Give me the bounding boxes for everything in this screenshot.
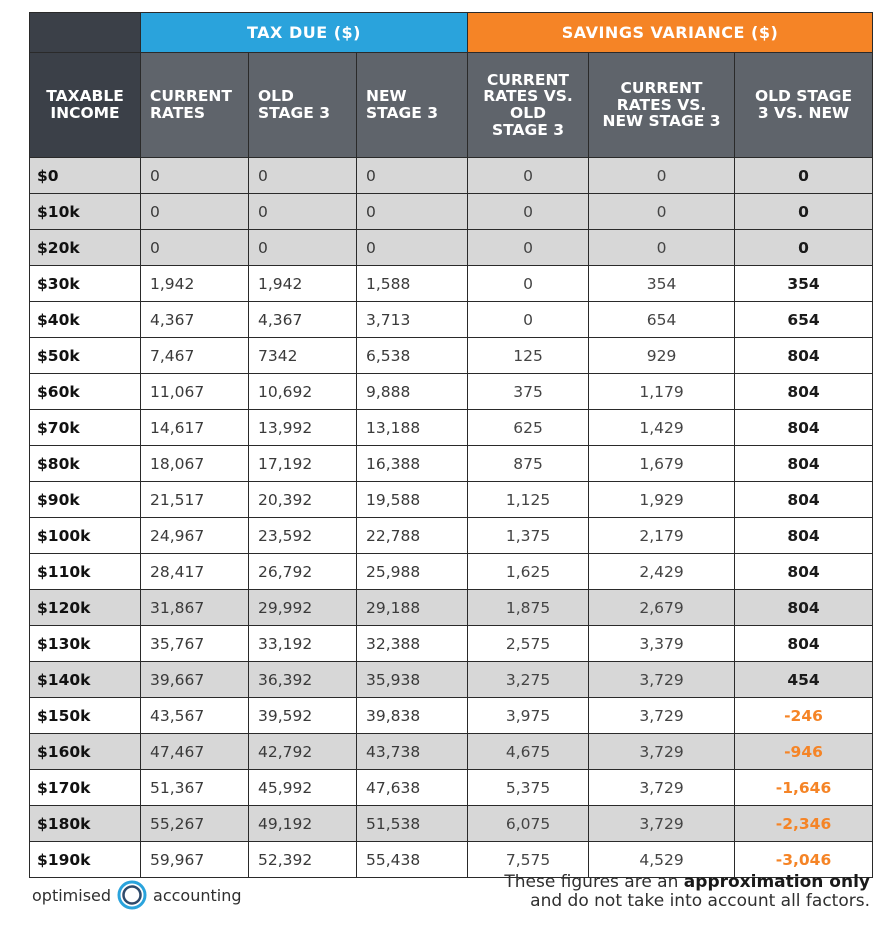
- table-row: [30, 554, 873, 590]
- cell-old-stage3: 7342: [249, 338, 357, 374]
- cell-old-stage3: 17,192: [249, 446, 357, 482]
- logo-word-right: accounting: [153, 885, 242, 905]
- table-row: [30, 410, 873, 446]
- cell-current-rates: 24,967: [141, 518, 249, 554]
- cell-old-stage3: 42,792: [249, 734, 357, 770]
- cell-income: $40k: [30, 302, 141, 338]
- table-row: [30, 158, 873, 194]
- cell-current-vs-old: 625: [468, 410, 589, 446]
- cell-current-vs-new: 1,929: [589, 482, 735, 518]
- cell-current-vs-new: 3,729: [589, 806, 735, 842]
- cell-current-vs-new: 2,679: [589, 590, 735, 626]
- cell-current-vs-new: 3,729: [589, 698, 735, 734]
- cell-current-vs-new: 654: [589, 302, 735, 338]
- col-header-taxable-income: TAXABLE INCOME: [30, 53, 141, 158]
- table-row: [30, 266, 873, 302]
- cell-current-vs-new: 1,179: [589, 374, 735, 410]
- cell-old-vs-new: 804: [735, 482, 873, 518]
- cell-income: $80k: [30, 446, 141, 482]
- cell-new-stage3: 39,838: [357, 698, 468, 734]
- cell-current-rates: 4,367: [141, 302, 249, 338]
- cell-income: $180k: [30, 806, 141, 842]
- cell-new-stage3: 29,188: [357, 590, 468, 626]
- col-header-old-vs-new: OLD STAGE 3 VS. NEW: [735, 53, 873, 158]
- cell-new-stage3: 16,388: [357, 446, 468, 482]
- cell-old-vs-new: 804: [735, 554, 873, 590]
- table-row: [30, 374, 873, 410]
- cell-current-rates: 0: [141, 194, 249, 230]
- cell-current-vs-new: 0: [589, 230, 735, 266]
- table-body: [30, 158, 873, 878]
- cell-current-rates: 1,942: [141, 266, 249, 302]
- table-row: [30, 302, 873, 338]
- cell-current-rates: 18,067: [141, 446, 249, 482]
- cell-new-stage3: 0: [357, 194, 468, 230]
- cell-current-vs-old: 375: [468, 374, 589, 410]
- cell-income: $0: [30, 158, 141, 194]
- col-header-current-rates: CURRENT RATES: [141, 53, 249, 158]
- cell-current-vs-old: 6,075: [468, 806, 589, 842]
- cell-old-stage3: 20,392: [249, 482, 357, 518]
- disclaimer-emphasis: approximation only: [683, 872, 870, 892]
- cell-current-vs-old: 5,375: [468, 770, 589, 806]
- cell-current-vs-old: 7,575: [468, 842, 589, 878]
- cell-new-stage3: 1,588: [357, 266, 468, 302]
- savings-variance-group-header: SAVINGS VARIANCE ($): [468, 13, 873, 53]
- cell-current-rates: 7,467: [141, 338, 249, 374]
- cell-current-vs-new: 3,729: [589, 734, 735, 770]
- cell-new-stage3: 6,538: [357, 338, 468, 374]
- cell-old-stage3: 1,942: [249, 266, 357, 302]
- cell-current-rates: 0: [141, 230, 249, 266]
- cell-old-vs-new: -946: [735, 734, 873, 770]
- cell-income: $100k: [30, 518, 141, 554]
- cell-current-vs-old: 0: [468, 194, 589, 230]
- cell-current-vs-new: 1,429: [589, 410, 735, 446]
- cell-old-vs-new: 804: [735, 338, 873, 374]
- cell-current-rates: 39,667: [141, 662, 249, 698]
- cell-new-stage3: 25,988: [357, 554, 468, 590]
- cell-current-vs-new: 0: [589, 194, 735, 230]
- cell-income: $110k: [30, 554, 141, 590]
- cell-income: $20k: [30, 230, 141, 266]
- cell-new-stage3: 19,588: [357, 482, 468, 518]
- cell-current-vs-new: 1,679: [589, 446, 735, 482]
- cell-income: $50k: [30, 338, 141, 374]
- table-row: [30, 626, 873, 662]
- cell-current-vs-new: 4,529: [589, 842, 735, 878]
- cell-old-stage3: 23,592: [249, 518, 357, 554]
- cell-current-rates: 28,417: [141, 554, 249, 590]
- cell-income: $150k: [30, 698, 141, 734]
- ring-logo-icon: [117, 880, 147, 910]
- cell-income: $140k: [30, 662, 141, 698]
- company-logo: [32, 877, 242, 913]
- cell-income: $70k: [30, 410, 141, 446]
- cell-new-stage3: 55,438: [357, 842, 468, 878]
- group-header-row: [30, 13, 873, 53]
- cell-old-stage3: 0: [249, 158, 357, 194]
- cell-new-stage3: 0: [357, 158, 468, 194]
- cell-old-vs-new: -2,346: [735, 806, 873, 842]
- cell-current-vs-new: 3,379: [589, 626, 735, 662]
- cell-current-rates: 59,967: [141, 842, 249, 878]
- cell-new-stage3: 32,388: [357, 626, 468, 662]
- col-header-current-vs-old: CURRENT RATES VS. OLD STAGE 3: [468, 53, 589, 158]
- cell-income: $30k: [30, 266, 141, 302]
- cell-current-rates: 0: [141, 158, 249, 194]
- cell-new-stage3: 43,738: [357, 734, 468, 770]
- cell-old-stage3: 49,192: [249, 806, 357, 842]
- cell-new-stage3: 47,638: [357, 770, 468, 806]
- cell-old-stage3: 33,192: [249, 626, 357, 662]
- cell-new-stage3: 51,538: [357, 806, 468, 842]
- cell-new-stage3: 9,888: [357, 374, 468, 410]
- cell-current-vs-old: 1,375: [468, 518, 589, 554]
- cell-income: $160k: [30, 734, 141, 770]
- cell-income: $60k: [30, 374, 141, 410]
- cell-old-stage3: 29,992: [249, 590, 357, 626]
- cell-new-stage3: 35,938: [357, 662, 468, 698]
- cell-income: $170k: [30, 770, 141, 806]
- cell-current-vs-old: 3,975: [468, 698, 589, 734]
- disclaimer-line-1: These figures are an approximation only: [504, 872, 870, 892]
- cell-old-stage3: 52,392: [249, 842, 357, 878]
- cell-current-vs-new: 2,429: [589, 554, 735, 590]
- cell-current-rates: 51,367: [141, 770, 249, 806]
- cell-current-vs-new: 929: [589, 338, 735, 374]
- cell-current-vs-old: 0: [468, 230, 589, 266]
- cell-old-stage3: 45,992: [249, 770, 357, 806]
- corner-cell: [30, 13, 141, 53]
- cell-new-stage3: 22,788: [357, 518, 468, 554]
- cell-current-vs-old: 4,675: [468, 734, 589, 770]
- cell-old-stage3: 39,592: [249, 698, 357, 734]
- cell-income: $190k: [30, 842, 141, 878]
- cell-income: $90k: [30, 482, 141, 518]
- tax-due-group-header: TAX DUE ($): [141, 13, 468, 53]
- cell-new-stage3: 3,713: [357, 302, 468, 338]
- cell-current-vs-new: 0: [589, 158, 735, 194]
- cell-old-vs-new: 804: [735, 518, 873, 554]
- table-row: [30, 698, 873, 734]
- cell-current-vs-new: 354: [589, 266, 735, 302]
- cell-old-vs-new: 654: [735, 302, 873, 338]
- cell-old-vs-new: 354: [735, 266, 873, 302]
- col-header-current-vs-new: CURRENT RATES VS. NEW STAGE 3: [589, 53, 735, 158]
- disclaimer-note: [504, 873, 870, 910]
- cell-old-vs-new: 0: [735, 194, 873, 230]
- cell-old-vs-new: -246: [735, 698, 873, 734]
- tax-comparison-table: [29, 12, 873, 878]
- cell-old-vs-new: 804: [735, 626, 873, 662]
- cell-current-vs-old: 2,575: [468, 626, 589, 662]
- table-row: [30, 338, 873, 374]
- cell-current-rates: 14,617: [141, 410, 249, 446]
- cell-current-vs-old: 875: [468, 446, 589, 482]
- cell-income: $120k: [30, 590, 141, 626]
- cell-current-vs-new: 3,729: [589, 662, 735, 698]
- cell-current-vs-new: 3,729: [589, 770, 735, 806]
- cell-old-stage3: 4,367: [249, 302, 357, 338]
- cell-current-rates: 11,067: [141, 374, 249, 410]
- cell-old-stage3: 13,992: [249, 410, 357, 446]
- cell-current-vs-old: 1,875: [468, 590, 589, 626]
- cell-current-vs-old: 125: [468, 338, 589, 374]
- cell-old-vs-new: 804: [735, 446, 873, 482]
- cell-income: $10k: [30, 194, 141, 230]
- table-row: [30, 770, 873, 806]
- table-row: [30, 230, 873, 266]
- table-row: [30, 734, 873, 770]
- cell-current-vs-new: 2,179: [589, 518, 735, 554]
- cell-old-vs-new: 804: [735, 410, 873, 446]
- cell-old-vs-new: 0: [735, 230, 873, 266]
- cell-old-stage3: 10,692: [249, 374, 357, 410]
- cell-current-vs-old: 0: [468, 302, 589, 338]
- table-row: [30, 446, 873, 482]
- cell-old-stage3: 36,392: [249, 662, 357, 698]
- cell-old-vs-new: -1,646: [735, 770, 873, 806]
- col-header-old-stage3: OLD STAGE 3: [249, 53, 357, 158]
- table-row: [30, 806, 873, 842]
- cell-current-vs-old: 3,275: [468, 662, 589, 698]
- cell-new-stage3: 13,188: [357, 410, 468, 446]
- table-row: [30, 194, 873, 230]
- cell-current-rates: 55,267: [141, 806, 249, 842]
- cell-old-vs-new: -3,046: [735, 842, 873, 878]
- cell-current-rates: 47,467: [141, 734, 249, 770]
- cell-current-rates: 31,867: [141, 590, 249, 626]
- cell-old-vs-new: 0: [735, 158, 873, 194]
- cell-old-vs-new: 454: [735, 662, 873, 698]
- cell-old-vs-new: 804: [735, 374, 873, 410]
- cell-old-vs-new: 804: [735, 590, 873, 626]
- cell-current-rates: 21,517: [141, 482, 249, 518]
- cell-income: $130k: [30, 626, 141, 662]
- disclaimer-line-2: and do not take into account all factors.: [530, 890, 870, 911]
- table-row: [30, 662, 873, 698]
- table-row: [30, 518, 873, 554]
- table-row: [30, 482, 873, 518]
- cell-old-stage3: 26,792: [249, 554, 357, 590]
- col-header-new-stage3: NEW STAGE 3: [357, 53, 468, 158]
- cell-old-stage3: 0: [249, 230, 357, 266]
- cell-current-vs-old: 1,125: [468, 482, 589, 518]
- cell-current-vs-old: 0: [468, 158, 589, 194]
- cell-current-vs-old: 1,625: [468, 554, 589, 590]
- table-row: [30, 590, 873, 626]
- column-header-row: [30, 53, 873, 158]
- cell-current-rates: 35,767: [141, 626, 249, 662]
- cell-old-stage3: 0: [249, 194, 357, 230]
- logo-word-left: optimised: [32, 885, 112, 905]
- cell-new-stage3: 0: [357, 230, 468, 266]
- cell-current-rates: 43,567: [141, 698, 249, 734]
- cell-current-vs-old: 0: [468, 266, 589, 302]
